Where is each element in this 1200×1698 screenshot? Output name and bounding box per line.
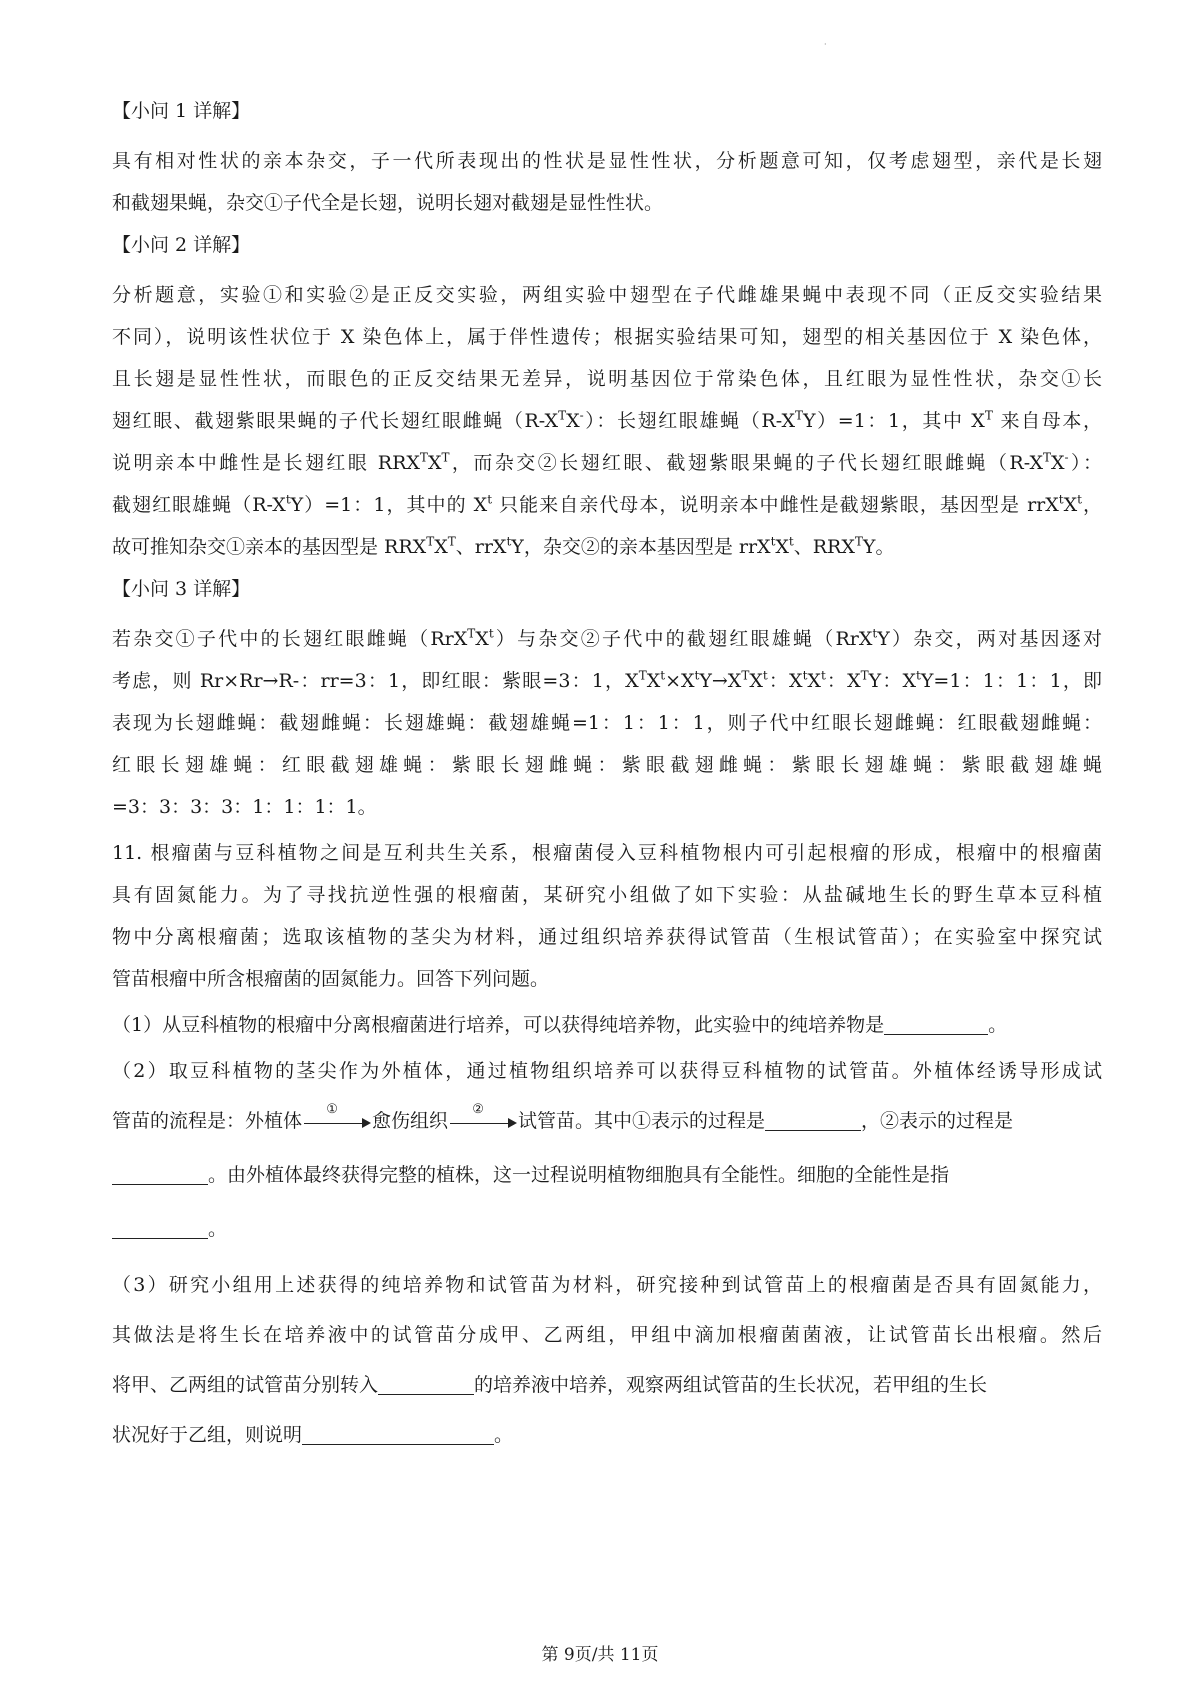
- period: 。: [208, 1218, 228, 1240]
- answer-blank[interactable]: [884, 1010, 988, 1035]
- period: 。: [494, 1424, 514, 1446]
- section-line: 表现为长翅雌蝇：截翅雌蝇：长翅雄蝇：截翅雄蝇=1：1：1：1，则子代中红眼长翅雌蝇：红眼截翅雌蝇：: [112, 712, 1102, 734]
- section-line: 若杂交①子代中的长翅红眼雌蝇$(RrX^TX^t)$与杂交②子代中的截翅红眼雄蝇（RrX$^t$Y）杂交，两对基因逐对: [112, 626, 1103, 650]
- section-line: 考虑，则 Rr×Rr→R-：rr=3：1，即红眼：紫眼=3：1，$X^TX^t\times X^tY\to X^TX^t$：$X^tX^t$：$X^TY$：$X^tY=1$：1：1：1，即: [112, 668, 1102, 692]
- section-heading: 【小问 2 详解】: [112, 234, 251, 256]
- sub-question-2: [112, 1050, 1102, 1250]
- section-line: 和截翅果蝇，杂交①子代全是长翅，说明长翅对截翅是显性性状。: [112, 192, 664, 214]
- section-line: 红眼长翅雄蝇：红眼截翅雄蝇：紫眼长翅雌蝇：紫眼截翅雌蝇：紫眼长翅雄蝇：紫眼截翅雄蝇: [112, 754, 1102, 776]
- scan-dot: ·: [824, 40, 827, 49]
- sub-question-1: [112, 1004, 1102, 1046]
- section-line: 翅红眼、截翅紫眼果蝇的子代长翅红眼雌蝇$(R-X^TX^-)$：长翅红眼雄蝇$(R-X^TY)=1$：1，其中 $X^T$ 来自母本，: [112, 408, 1103, 432]
- section-line: 不同），说明该性状位于 X 染色体上，属于伴性遗传；根据实验结果可知，翅型的相关基因位于 X 染色体，: [112, 326, 1102, 348]
- arrow-label: ②: [472, 1102, 484, 1117]
- section-body: [112, 140, 1102, 224]
- page-footer: 第 9页/共 11页: [541, 1645, 659, 1665]
- q2-line: （2）取豆科植物的茎尖作为外植体，通过植物组织培养可以获得豆科植物的试管苗。外植体经诱导形成试: [112, 1060, 1102, 1082]
- section-line: 具有相对性状的亲本杂交，子一代所表现出的性状是显性性状，分析题意可知，仅考虑翅型，亲代是长翅: [112, 150, 1102, 172]
- callus-label: 愈伤组织: [372, 1110, 449, 1132]
- process-arrow-2: [450, 1102, 516, 1131]
- section-heading: 【小问 3 详解】: [112, 578, 251, 600]
- section-body: [112, 618, 1102, 828]
- q2-text: 。由外植体最终获得完整的植株，这一过程说明植物细胞具有全能性。细胞的全能性是指: [208, 1164, 950, 1186]
- arrow-label: ①: [326, 1102, 338, 1117]
- q3-line: （3）研究小组用上述获得的纯培养物和试管苗为材料，研究接种到试管苗上的根瘤菌是否具有固氮能力，: [112, 1274, 1102, 1296]
- section-line: 且长翅是显性性状，而眼色的正反交结果无差异，说明基因位于常染色体，且红眼为显性性状，杂交①长: [112, 368, 1102, 390]
- q11-stem-line: 11. 根瘤菌与豆科植物之间是互利共生关系，根瘤菌侵入豆科植物根内可引起根瘤的形成，根瘤中的根瘤菌: [112, 842, 1102, 864]
- process-arrow-1: [304, 1102, 370, 1131]
- q3-line: 其做法是将生长在培养液中的试管苗分成甲、乙两组，甲组中滴加根瘤菌菌液，让试管苗长出根瘤。然后: [112, 1324, 1102, 1346]
- q3-text: 将甲、乙两组的试管苗分别转入: [112, 1374, 379, 1396]
- answer-sections: [112, 94, 1102, 828]
- section-line: 截翅红眼雄蝇$(R-X^tY)=1$：1，其中的 $X^t$ 只能来自亲代母本，说明亲本中雌性是截翅紫眼，基因型是 $rrX^tX^t$，: [112, 492, 1102, 516]
- answer-blank[interactable]: [112, 1160, 208, 1185]
- q2-flow-start: 管苗的流程是：外植体: [112, 1110, 303, 1132]
- q2-flow-end: 试管苗。其中①表示的过程是: [518, 1110, 766, 1132]
- answer-blank[interactable]: [378, 1370, 474, 1395]
- q3-text: 的培养液中培养，观察两组试管苗的生长状况，若甲组的生长: [474, 1374, 988, 1396]
- section-line: 分析题意，实验①和实验②是正反交实验，两组实验中翅型在子代雌雄果蝇中表现不同（正反交实验结果: [112, 284, 1102, 306]
- q11-stem-line: 具有固氮能力。为了寻找抗逆性强的根瘤菌，某研究小组做了如下实验：从盐碱地生长的野生草本豆科植: [112, 884, 1102, 906]
- q1-text: （1）从豆科植物的根瘤中分离根瘤菌进行培养，可以获得纯培养物，此实验中的纯培养物是: [112, 1014, 885, 1036]
- q2-text: ，②表示的过程是: [861, 1110, 1014, 1132]
- question-11: [112, 832, 1102, 1000]
- sub-question-3: [112, 1264, 1102, 1456]
- answer-blank[interactable]: [302, 1420, 494, 1445]
- section-line: =3：3：3：3：1：1：1：1。: [112, 796, 377, 818]
- section-line: 故可推知杂交①亲本的基因型是 $RRX^TX^T$、rrX$^t$Y，杂交②的亲本基因型是 $rrX^tX^t$、$RRX^TY$。: [112, 534, 895, 558]
- q11-stem-line: 物中分离根瘤菌；选取该植物的茎尖为材料，通过组织培养获得试管苗（生根试管苗）；在实验室中探究试: [112, 926, 1102, 948]
- section-heading: 【小问 1 详解】: [112, 100, 251, 122]
- page-content: [112, 94, 1102, 1460]
- answer-blank[interactable]: [765, 1106, 861, 1131]
- section-line: 说明亲本中雌性是长翅红眼 $RRX^TX^T$，而杂交②长翅红眼、截翅紫眼果蝇的子代长翅红眼雌蝇$(R-X^TX^-)$：: [112, 450, 1102, 474]
- section-body: [112, 274, 1102, 568]
- q11-stem-line: 管苗根瘤中所含根瘤菌的固氮能力。回答下列问题。: [112, 968, 550, 990]
- q3-text: 状况好于乙组，则说明: [112, 1424, 303, 1446]
- period: 。: [988, 1014, 1008, 1036]
- answer-blank[interactable]: [112, 1214, 208, 1239]
